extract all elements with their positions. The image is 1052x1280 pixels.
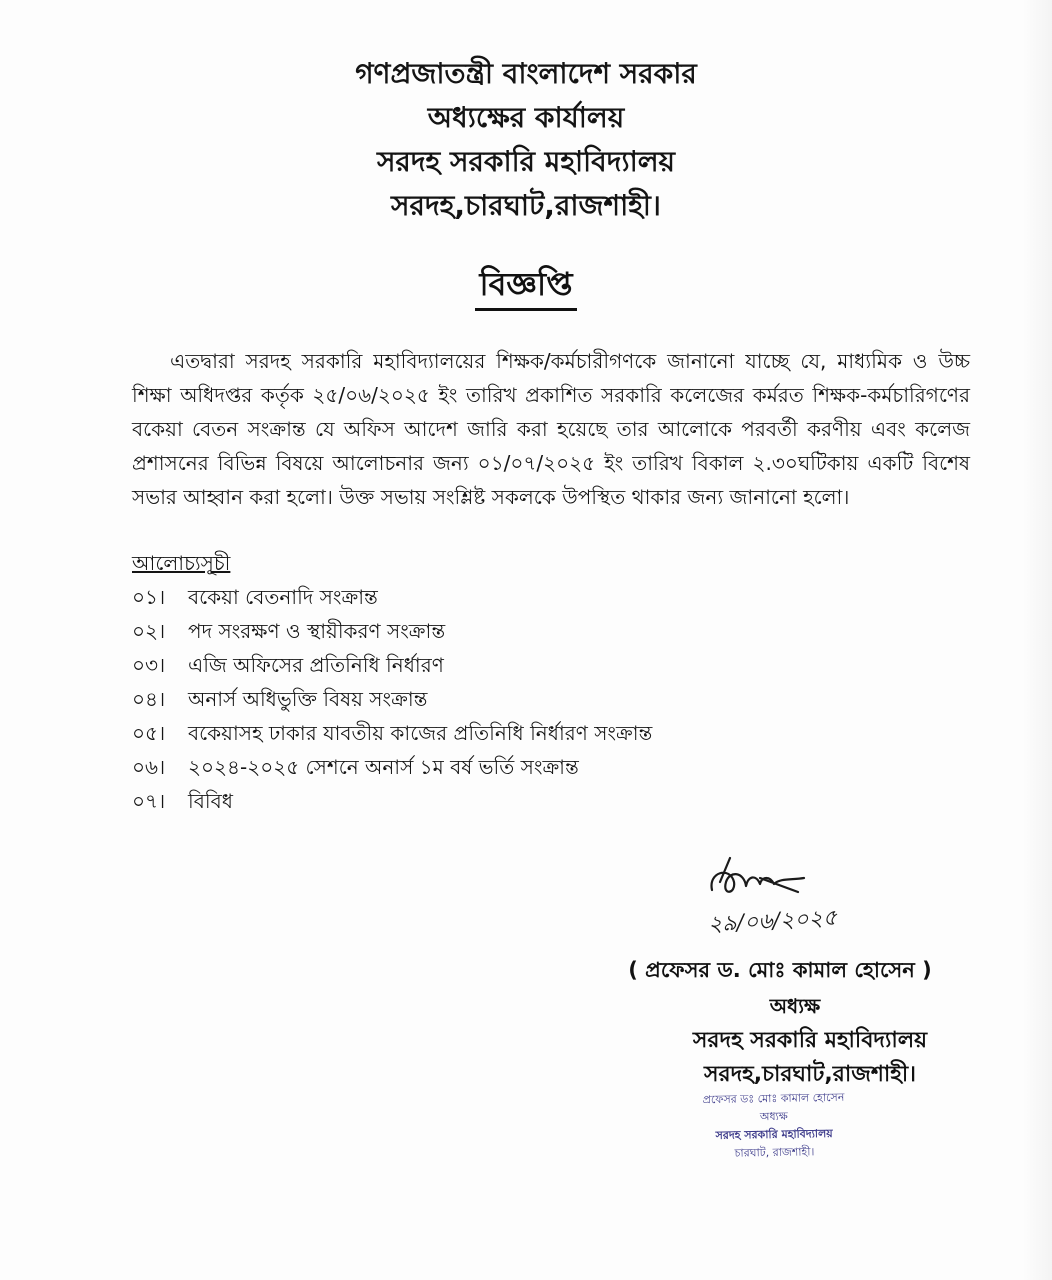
signatory-block [600,952,960,1092]
agenda-item-number: ০১। [132,585,166,609]
seal-name: প্রফেসর ডঃ মোঃ কামাল হোসেন [702,1090,845,1107]
agenda-item-number: ০৫। [132,721,166,745]
letterhead [0,52,1052,228]
agenda-item-number: ০২। [132,619,166,643]
agenda-heading: আলোচ্যসূচী [132,551,231,575]
agenda-item-text: পদ সংরক্ষণ ও স্থায়ীকরণ সংক্রান্ত [188,619,446,643]
agenda-item [132,648,652,682]
agenda-item [132,682,652,716]
seal-role: অধ্যক্ষ [759,1109,788,1124]
agenda-item-text: অনার্স অধিভুক্তি বিষয় সংক্রান্ত [188,687,428,711]
agenda-item [132,784,652,818]
agenda-item [132,614,652,648]
agenda-item-number: ০৪। [132,687,166,711]
agenda-list [132,580,652,818]
seal-address: চারঘাট, রাজশাহী। [734,1145,815,1160]
signatory-name: ( প্রফেসর ড. মোঃ কামাল হোসেন ) [628,958,932,982]
notice-body: এতদ্বারা সরদহ সরকারি মহাবিদ্যালয়ের শিক্ষক/কর্মচারীগণকে জানানো যাচ্ছে যে, মাধ্যমিক ও উচ্চ শিক্ষা অধিদপ্তর কর্তৃক ২৫/০৬/২০২৫ ইং তারিখ প্রকাশিত সরকারি কলেজের কর্মরত শিক্ষক-কর্মচারিগণের বকেয়া বেতন সংক্রান্ত যে অফিস আদেশ জারি করা হয়েছে তার আলোকে পরবর্তী করণীয় এবং কলেজ প্রশাসনের বিভিন্ন বিষয়ে আলোচনার জন্য ০১/০৭/২০২৫ ইং তারিখ বিকাল ২.৩০ঘটিকায় একটি বিশেষ সভার আহ্বান করা হলো। উক্ত সভায় সংশ্লিষ্ট সকলকে উপস্থিত থাকার জন্য জানানো হলো। [132,349,970,509]
seal-institution: সরদহ সরকারি মহাবিদ্যালয় [715,1126,833,1143]
signatory-institution: সরদহ সরকারি মহাবিদ্যালয় [692,1028,928,1053]
signature-date: ২৯/০৬/২০২৫ [707,905,838,938]
agenda-item-number: ০৭। [132,789,166,813]
government-name: গণপ্রজাতন্ত্রী বাংলাদেশ সরকার [355,57,697,90]
college-address: সরদহ,চারঘাট,রাজশাহী। [391,189,661,222]
notice-title-text: বিজ্ঞপ্তি [475,262,576,311]
agenda-item-text: এজি অফিসের প্রতিনিধি নির্ধারণ [188,653,444,677]
college-name: সরদহ সরকারি মহাবিদ্যালয় [376,145,676,178]
agenda-item-number: ০৬। [132,755,166,779]
signatory-role: অধ্যক্ষ [769,994,821,1018]
agenda-item [132,580,652,614]
agenda-item-text: ২০২৪-২০২৫ সেশনে অনার্স ১ম বর্ষ ভর্তি সংক্রান্ত [188,755,579,779]
page-edge-shadow [1022,0,1052,1280]
agenda-item-text: বকেয়া বেতনাদি সংক্রান্ত [188,585,378,609]
office-name: অধ্যক্ষের কার্যালয় [427,101,625,134]
signatory-address: সরদহ,চারঘাট,রাজশাহী। [703,1062,917,1087]
agenda-item [132,716,652,750]
agenda-item-text: বকেয়াসহ ঢাকার যাবতীয় কাজের প্রতিনিধি নির্ধারণ সংক্রান্ত [188,721,653,745]
agenda-item-number: ০৩। [132,653,166,677]
agenda-item-text: বিবিধ [188,789,233,813]
agenda-item [132,750,652,784]
notice-title [0,262,1052,311]
official-seal [663,1088,884,1164]
